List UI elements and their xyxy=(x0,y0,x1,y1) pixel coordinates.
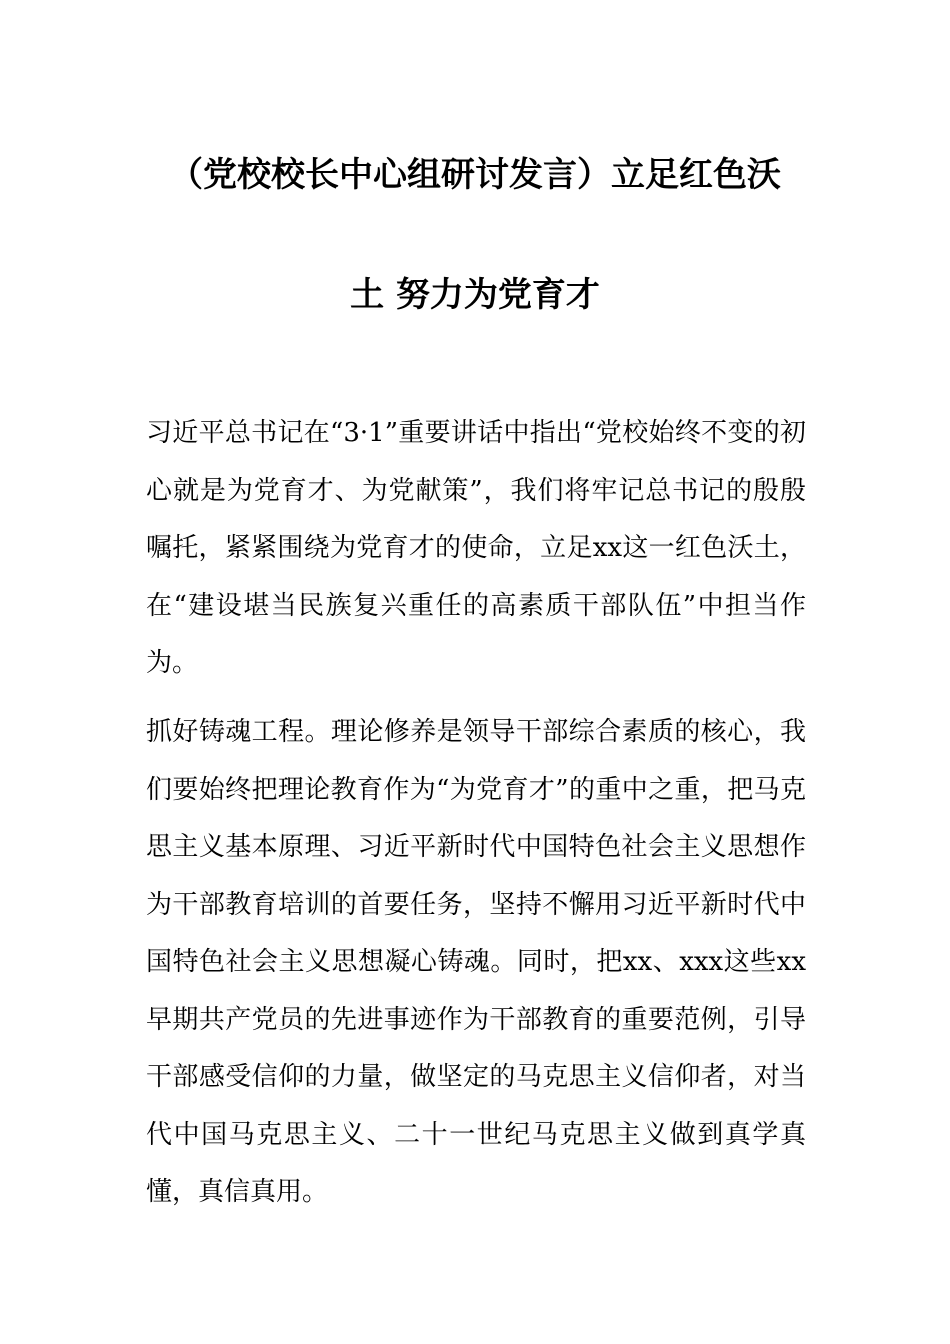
document-title-line-1: （党校校长中心组研讨发言）立足红色沃 xyxy=(169,155,781,195)
paragraph-lead-heading: 抓好铸魂工程。 xyxy=(146,717,331,747)
paragraph-body-text: 理论修养是领导干部综合素质的核心，我们要始终把理论教育作为“为党育才”的重中之重，把马克思主义基本原理、习近平新时代中国特色社会主义思想作为干部教育培训的首要任务，坚持不懈用习近平新时代中国特色社会主义思想凝心铸魂。同时，把xx、xxx这些xx早期共产党员的先进事迹作为干部教育的重要范例，引导干部感受信仰的力量，做坚定的马克思主义信仰者，对当代中国马克思主义、二十一世纪马克思主义做到真学真懂，真信真用。 xyxy=(146,717,806,1207)
document-title-line-2: 土 努力为党育才 xyxy=(350,275,600,315)
paragraph-soul-casting xyxy=(146,704,806,1222)
paragraph-intro: 习近平总书记在“3·1”重要讲话中指出“党校始终不变的初心就是为党育才、为党献策”，我们将牢记总书记的殷殷嘱托，紧紧围绕为党育才的使命，立足xx这一红色沃土，在“建设堪当民族复兴重任的高素质干部队伍”中担当作为。 xyxy=(146,418,806,678)
